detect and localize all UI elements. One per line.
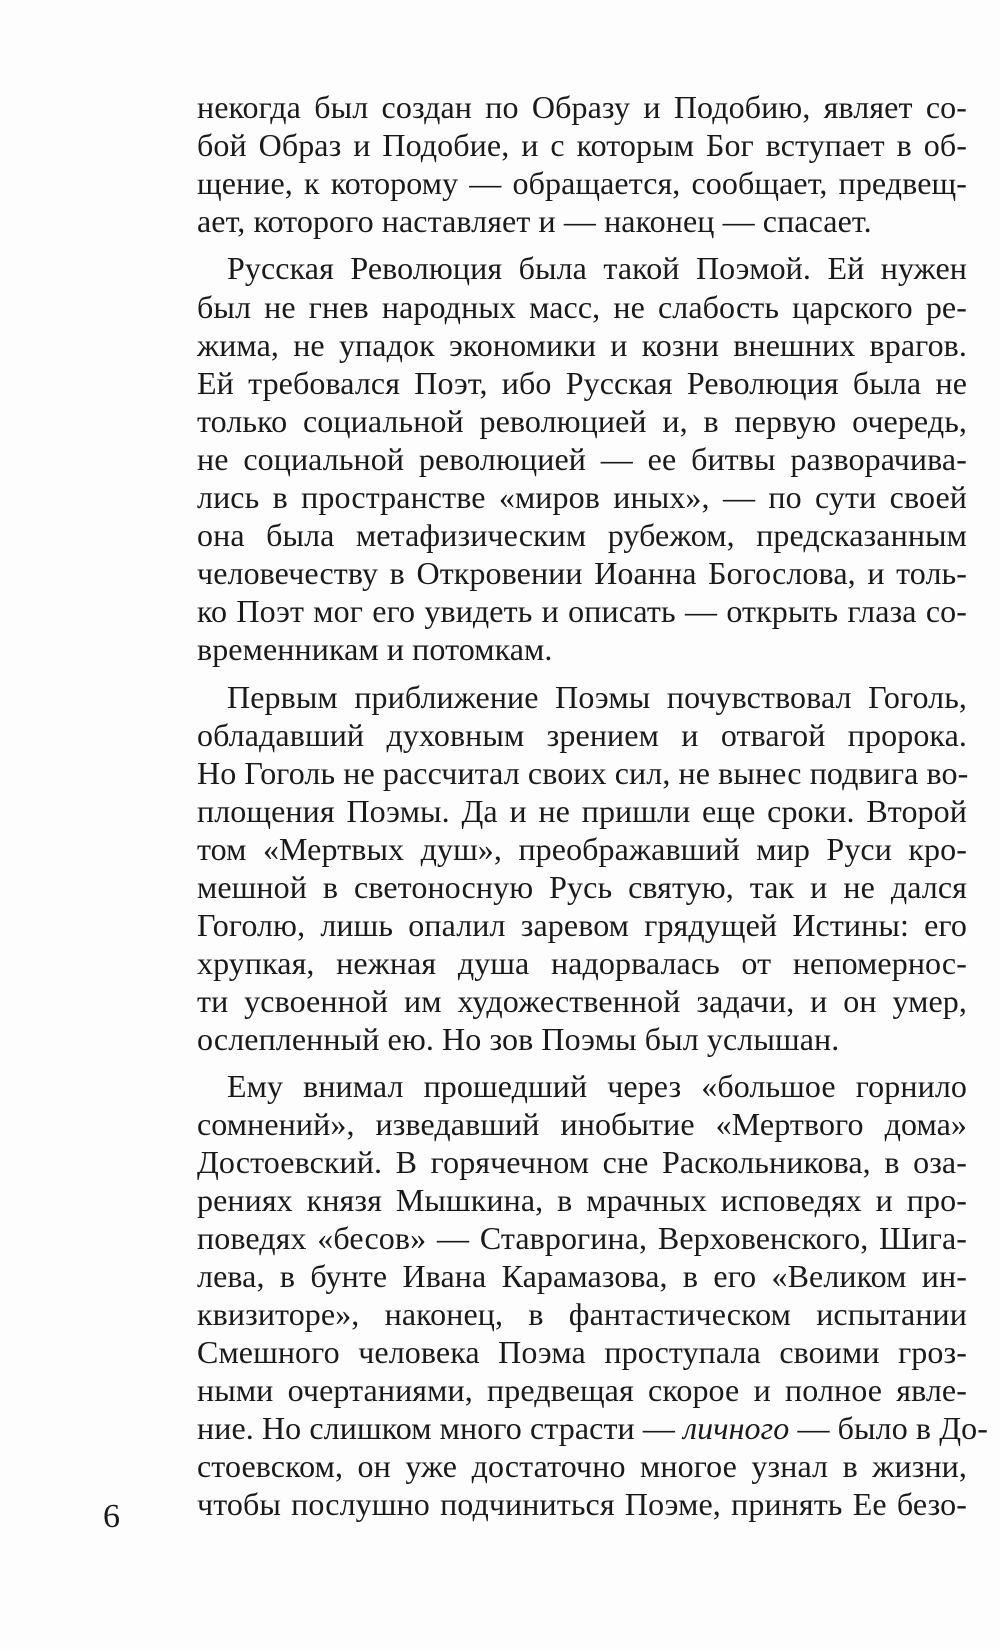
text-line: Русская Революция была такой Поэмой. Ей нужен xyxy=(227,250,967,286)
text-line: хрупкая, нежная душа надорвалась от непомернос- xyxy=(197,945,967,981)
text-line: ослепленный ею. Но зов Поэмы был услышан. xyxy=(197,1021,840,1057)
text-line: Первым приближение Поэмы почувствовал Гоголь, xyxy=(227,679,967,715)
text-line: ти усвоенной им художественной задачи, и он умер, xyxy=(197,983,967,1019)
text-line: обладавший духовным зрением и отвагой пророка. xyxy=(197,717,967,753)
text-line: она была метафизическим рубежом, предсказанным xyxy=(197,517,967,553)
text-line: Ему внимал прошедший через «большое горнило xyxy=(227,1068,967,1104)
text-line: ает, которого наставляет и — наконец — спасает. xyxy=(197,203,872,239)
text-line: том «Мертвых душ», преображавший мир Руси кро- xyxy=(197,831,967,867)
text-line: лись в пространстве «миров иных», — по сути своей xyxy=(197,479,967,515)
text-line: Достоевский. В горячечном сне Раскольникова, в оза- xyxy=(197,1144,967,1180)
text-line: человечеству в Откровении Иоанна Богослова, и толь- xyxy=(197,555,967,591)
text-line: только социальной революцией и, в первую очередь, xyxy=(197,403,967,439)
text-line: площения Поэмы. Да и не пришли еще сроки. Второй xyxy=(197,793,967,829)
text-line: Но Гоголь не рассчитал своих сил, не вынес подвига во- xyxy=(197,755,969,791)
text-line: Гоголю, лишь опалил заревом грядущей Истины: его xyxy=(197,907,967,943)
text-line: бой Образ и Подобие, и с которым Бог вступает в об- xyxy=(197,127,967,163)
text-line: мешной в светоносную Русь святую, так и не дался xyxy=(197,869,967,905)
text-line: некогда был создан по Образу и Подобию, являет со- xyxy=(197,89,967,125)
text-line: ние. Но слишком много страсти — личного — было в До- xyxy=(197,1410,988,1446)
text-line: рениях князя Мышкина, в мрачных исповедях и про- xyxy=(197,1182,967,1218)
text-line: ными очертаниями, предвещая скорое и полное явле- xyxy=(197,1372,967,1408)
text-line: щение, к которому — обращается, сообщает, предвещ- xyxy=(197,165,967,201)
page-number: 6 xyxy=(103,1498,120,1535)
text-line: временникам и потомкам. xyxy=(197,631,553,667)
text-line: Ей требовался Поэт, ибо Русская Революция была не xyxy=(197,365,967,401)
text-line: чтобы послушно подчиниться Поэме, принять Ее безо- xyxy=(197,1486,967,1522)
text-line: Смешного человека Поэма проступала своими гроз- xyxy=(197,1334,967,1370)
text-line: не социальной революцией — ее битвы разворачива- xyxy=(197,441,967,477)
text-line: был не гнев народных масс, не слабость царского ре- xyxy=(197,289,967,325)
text-line: жима, не упадок экономики и козни внешних врагов. xyxy=(197,327,967,363)
italic-emphasis: личного xyxy=(683,1410,790,1446)
text-line: квизиторе», наконец, в фантастическом испытании xyxy=(197,1296,967,1332)
text-line: стоевском, он уже достаточно многое узнал в жизни, xyxy=(197,1448,967,1484)
text-line: ко Поэт мог его увидеть и описать — открыть глаза со- xyxy=(197,593,967,629)
text-line: сомнений», изведавший инобытие «Мертвого дома» xyxy=(197,1106,967,1142)
text-line: поведях «бесов» — Ставрогина, Верховенского, Шига- xyxy=(197,1220,967,1256)
text-line: лева, в бунте Ивана Карамазова, в его «Великом ин- xyxy=(197,1258,967,1294)
